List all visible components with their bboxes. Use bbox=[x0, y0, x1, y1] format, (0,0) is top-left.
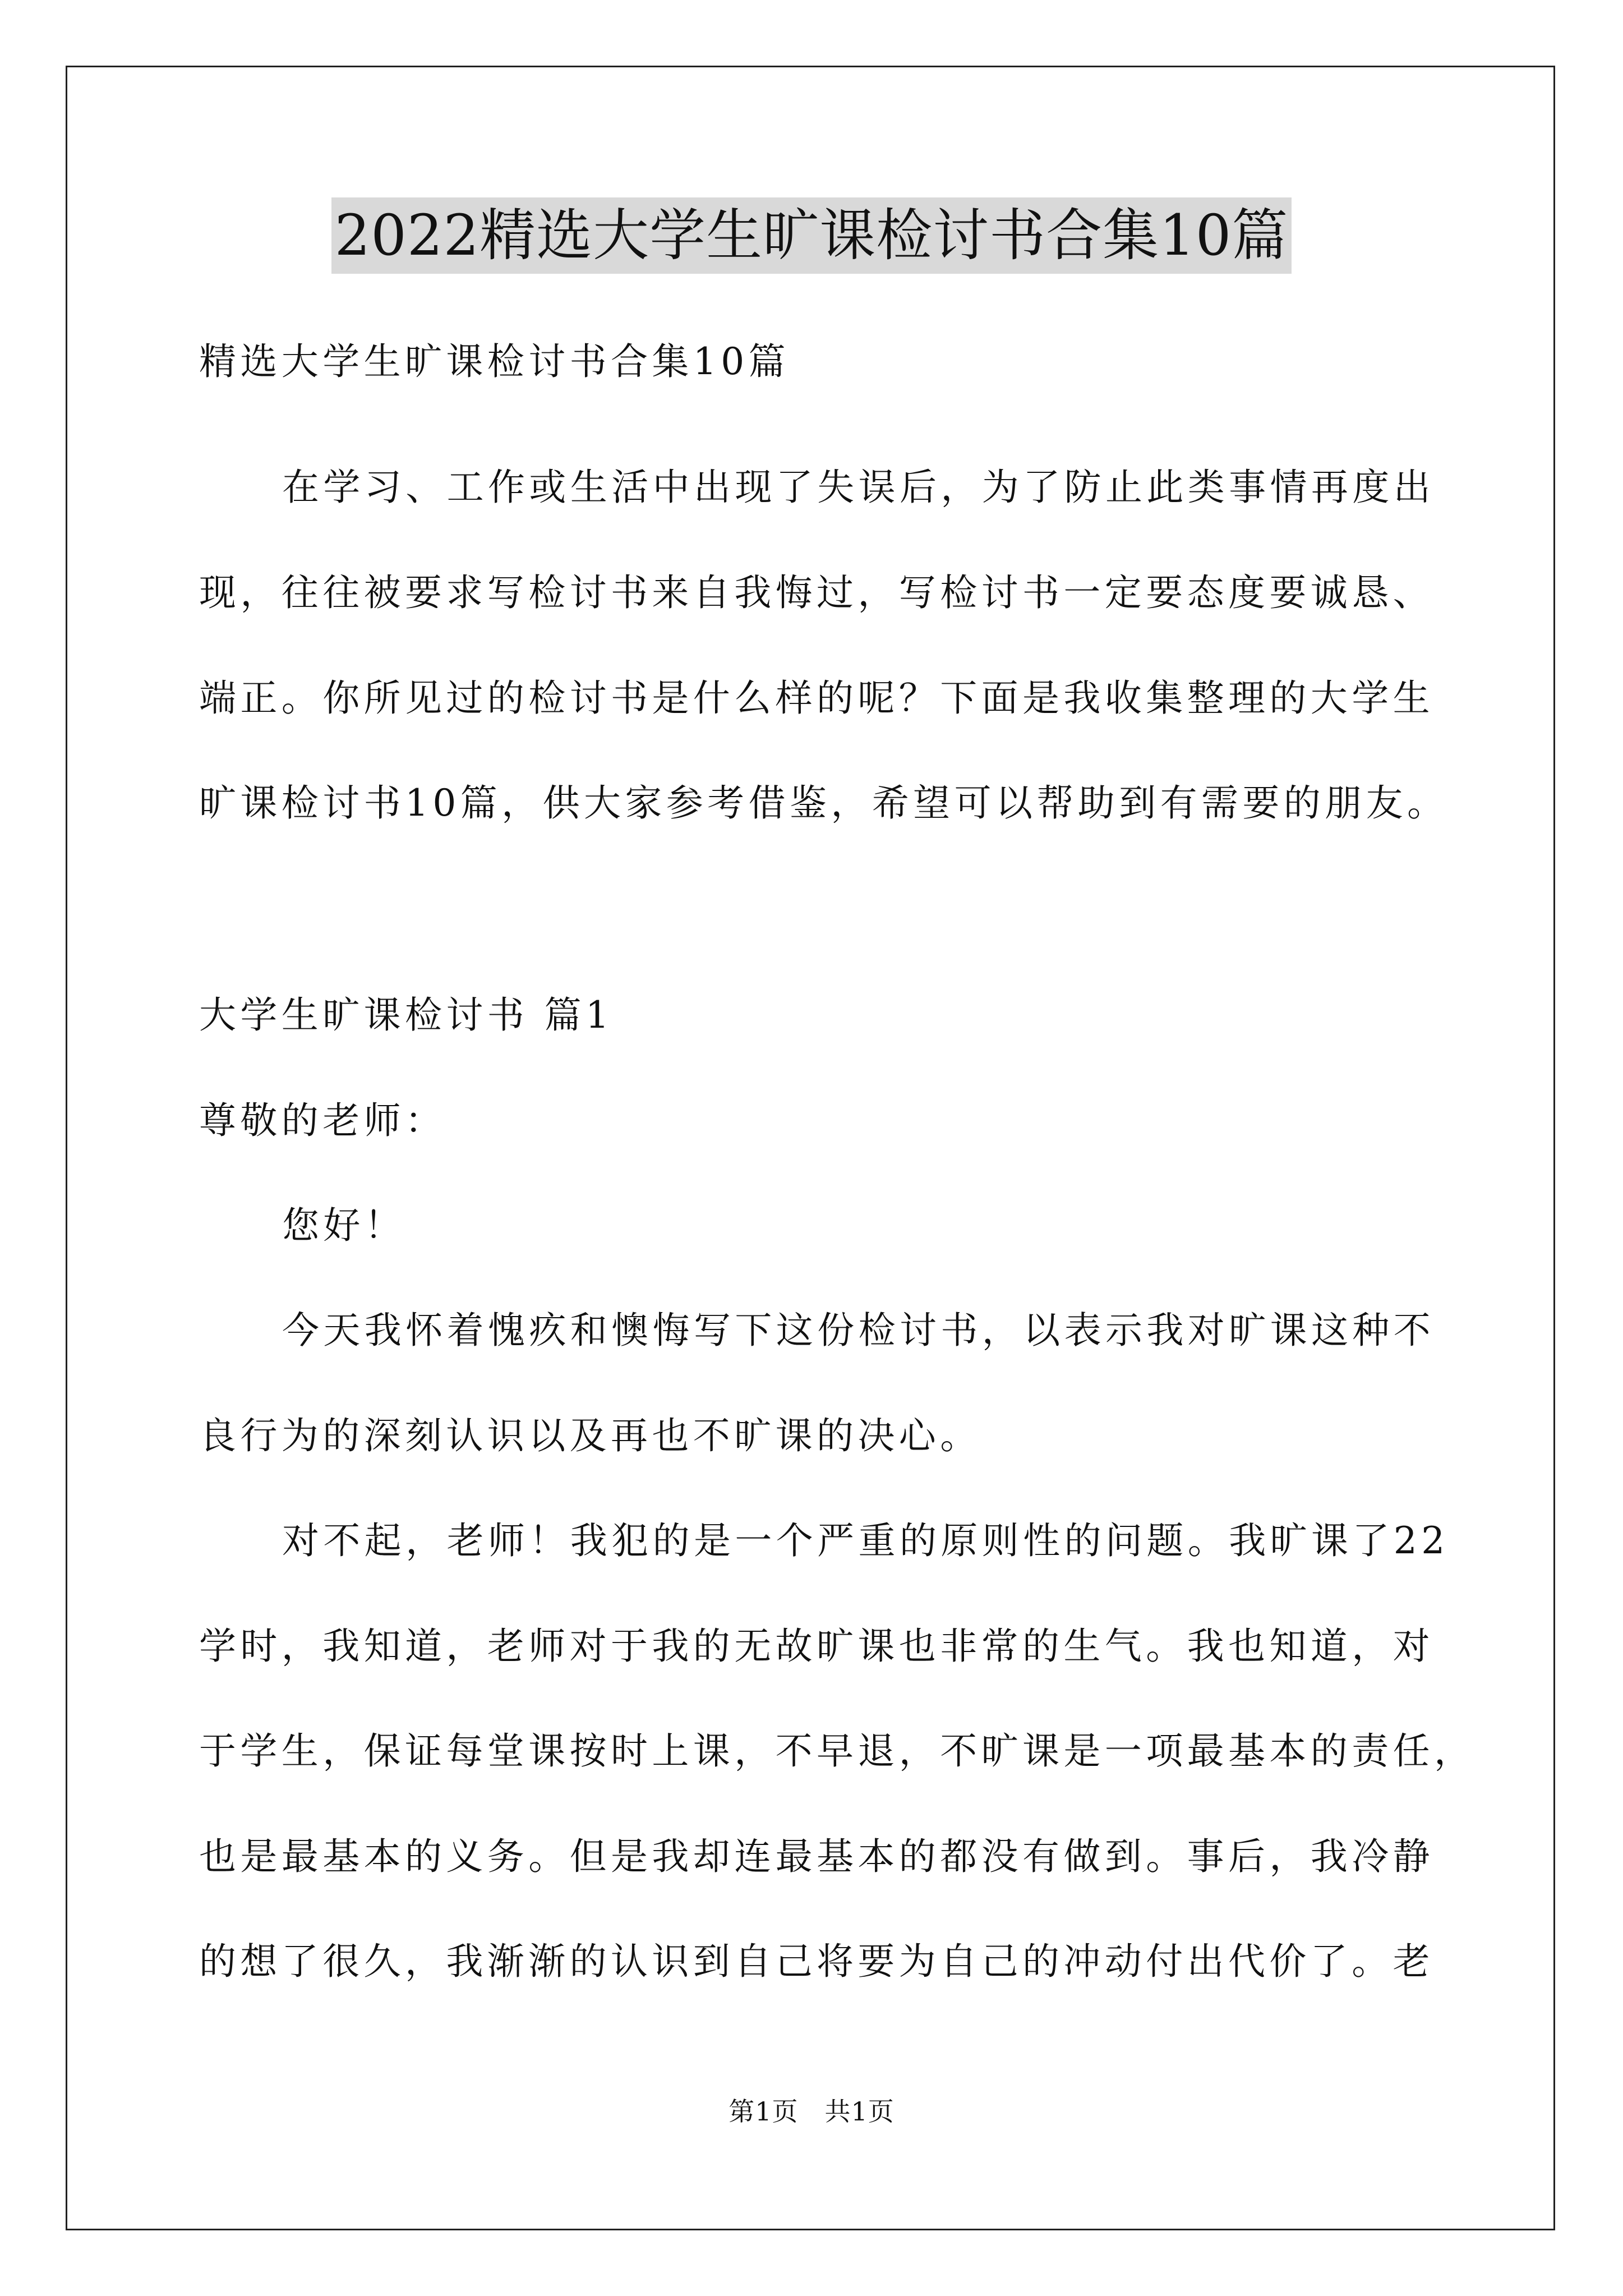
paragraph2-line-3: 于学生，保证每堂课按时上课，不早退，不旷课是一项最基本的责任， bbox=[199, 1729, 1476, 1773]
intro-line-4: 旷课检讨书10篇，供大家参考借鉴，希望可以帮助到有需要的朋友。 bbox=[199, 781, 1449, 825]
intro-line-3: 端正。你所见过的检讨书是什么样的呢？下面是我收集整理的大学生 bbox=[199, 677, 1434, 720]
subtitle: 精选大学生旷课检讨书合集10篇 bbox=[199, 340, 790, 383]
page-border bbox=[66, 66, 1555, 2230]
paragraph2-line-5: 的想了很久，我渐渐的认识到自己将要为自己的冲动付出代价了。老 bbox=[199, 1940, 1434, 1983]
paragraph2-line-1: 对不起，老师！我犯的是一个严重的原则性的问题。我旷课了22 bbox=[282, 1519, 1449, 1562]
paragraph2-line-4: 也是最基本的义务。但是我却连最基本的都没有做到。事后，我冷静 bbox=[199, 1835, 1434, 1878]
intro-line-2: 现，往往被要求写检讨书来自我悔过，写检讨书一定要态度要诚恳、 bbox=[199, 571, 1434, 614]
paragraph1-line-2: 良行为的深刻认识以及再也不旷课的决心。 bbox=[199, 1414, 981, 1457]
greeting: 您好！ bbox=[282, 1204, 406, 1247]
document-title-text: 2022精选大学生旷课检讨书合集10篇 bbox=[331, 197, 1292, 274]
intro-line-1: 在学习、工作或生活中出现了失误后，为了防止此类事情再度出 bbox=[282, 466, 1435, 509]
salutation: 尊敬的老师： bbox=[199, 1099, 446, 1142]
section-heading: 大学生旷课检讨书 篇1 bbox=[199, 993, 614, 1037]
document-title bbox=[0, 197, 1623, 274]
paragraph2-line-2: 学时，我知道，老师对于我的无故旷课也非常的生气。我也知道，对 bbox=[199, 1625, 1434, 1668]
page-footer: 第1页 共1页 bbox=[728, 2096, 895, 2127]
paragraph1-line-1: 今天我怀着愧疚和懊悔写下这份检讨书，以表示我对旷课这种不 bbox=[282, 1309, 1435, 1352]
